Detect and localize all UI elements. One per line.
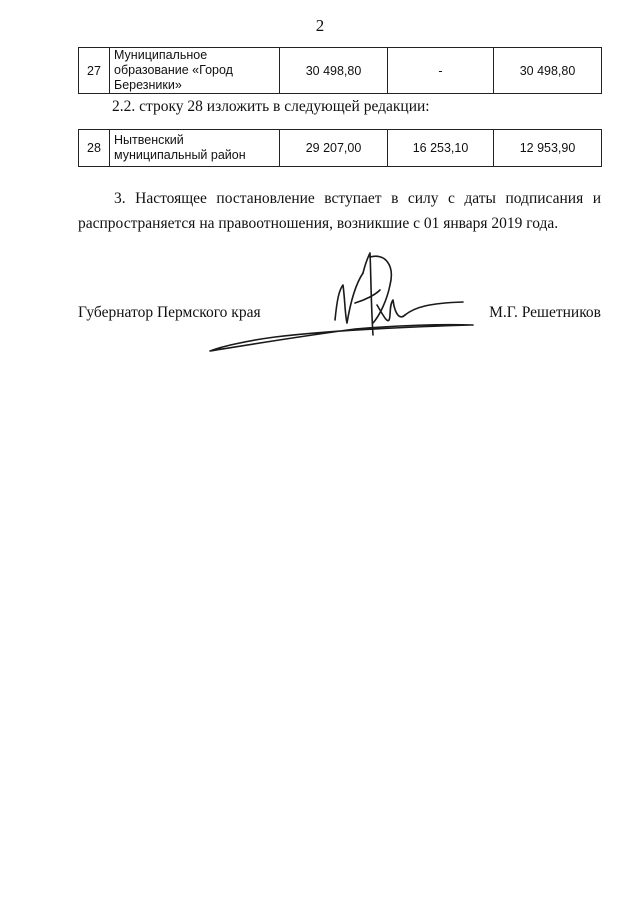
table-row (79, 48, 602, 94)
row-name: Муниципальное образование «Город Березники» (110, 48, 280, 94)
paragraph-3: 3. Настоящее постановление вступает в силу с даты подписания и распространяется на правоотношения, возникшие с 01 января 2019 года. (78, 190, 601, 232)
row-number: 27 (79, 48, 110, 94)
row-value-3: 12 953,90 (494, 130, 602, 167)
row-value-1: 30 498,80 (280, 48, 388, 94)
row-value-2: - (388, 48, 494, 94)
amendment-intro: 2.2. строку 28 изложить в следующей редакции: (112, 98, 430, 115)
signatory-title: Губернатор Пермского края (78, 304, 261, 321)
row-value-2: 16 253,10 (388, 130, 494, 167)
page-number: 2 (315, 16, 325, 35)
handwritten-signature (205, 245, 480, 360)
table-row-28 (78, 129, 602, 167)
row-number: 28 (79, 130, 110, 167)
row-value-1: 29 207,00 (280, 130, 388, 167)
row-name: Нытвенский муниципальный район (110, 130, 280, 167)
table-row (79, 130, 602, 167)
table-row-27 (78, 47, 602, 94)
signatory-name: М.Г. Решетников (489, 304, 601, 321)
row-value-3: 30 498,80 (494, 48, 602, 94)
